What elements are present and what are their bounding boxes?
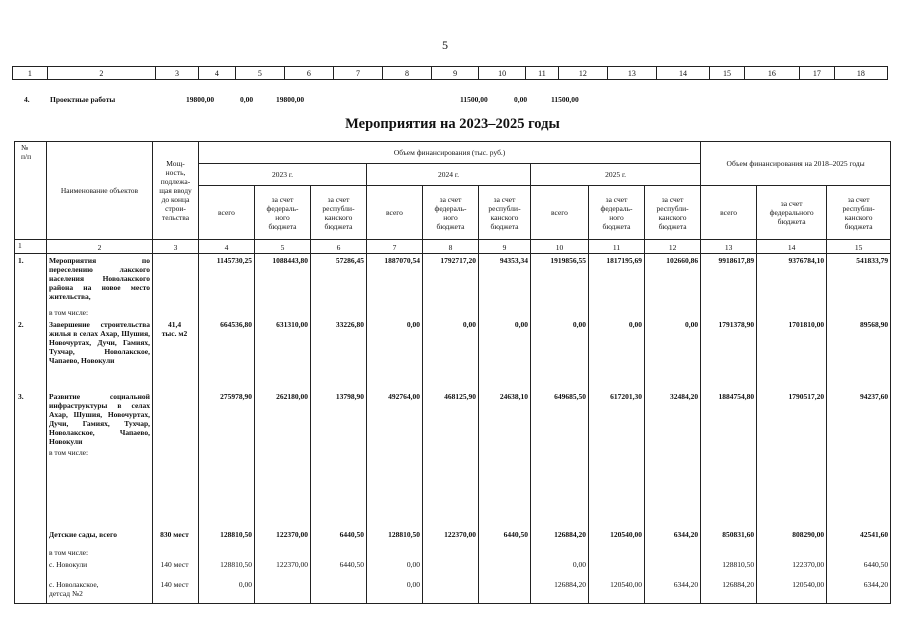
funding-value <box>589 546 645 558</box>
header-total-period: Объем финансирования на 2018–2025 годы <box>701 142 891 186</box>
funding-value <box>757 306 827 318</box>
header-funding: Объем финансирования (тыс. руб.) <box>199 142 701 164</box>
funding-value: 631310,00 <box>255 318 311 390</box>
row-number <box>15 546 47 558</box>
funding-value: 13798,90 <box>311 390 367 446</box>
column-number: 13 <box>701 240 757 254</box>
funding-value: 128810,50 <box>701 558 757 578</box>
funding-value: 1884754,80 <box>701 390 757 446</box>
header-federal-wide: за счет федерального бюджета <box>757 186 827 240</box>
header-name: Наименование объектов <box>47 142 153 240</box>
funding-value <box>423 546 479 558</box>
funding-value: 24638,10 <box>479 390 531 446</box>
funding-value: 32484,20 <box>645 390 701 446</box>
funding-value: 33226,80 <box>311 318 367 390</box>
funding-value: 664536,80 <box>199 318 255 390</box>
funding-value: 6344,20 <box>827 578 891 604</box>
section-title: Мероприятия на 2023–2025 годы <box>345 116 560 132</box>
funding-value <box>255 446 311 528</box>
funding-value: 0,00 <box>531 318 589 390</box>
header-federal: за счет федераль- ного бюджета <box>255 186 311 240</box>
funding-value: 6344,20 <box>645 528 701 546</box>
funding-value: 126884,20 <box>531 528 589 546</box>
funding-value <box>255 546 311 558</box>
funding-value: 1817195,69 <box>589 254 645 306</box>
capacity-value <box>153 390 199 446</box>
funding-value <box>589 306 645 318</box>
funding-value: 6344,20 <box>645 578 701 604</box>
funding-value <box>311 446 367 528</box>
funding-value: 1088443,80 <box>255 254 311 306</box>
funding-value <box>645 446 701 528</box>
strip-cell: 18 <box>834 67 887 80</box>
funding-value <box>757 546 827 558</box>
object-name: в том числе: <box>47 306 153 318</box>
funding-value <box>589 446 645 528</box>
funding-value <box>701 446 757 528</box>
header-year-2025: 2025 г. <box>531 164 701 186</box>
strip-cell: 8 <box>383 67 432 80</box>
table-row <box>15 546 891 558</box>
funding-value: 468125,90 <box>423 390 479 446</box>
funding-value <box>479 558 531 578</box>
column-number: 3 <box>153 240 199 254</box>
column-number: 9 <box>479 240 531 254</box>
funding-value <box>311 546 367 558</box>
funding-value: 6440,50 <box>479 528 531 546</box>
strip-cell: 7 <box>333 67 382 80</box>
funding-value: 122370,00 <box>255 558 311 578</box>
capacity-value <box>153 446 199 528</box>
object-name: в том числе: <box>47 446 153 528</box>
funding-value: 0,00 <box>645 318 701 390</box>
funding-value: 57286,45 <box>311 254 367 306</box>
strip-cell: 11 <box>526 67 559 80</box>
capacity-value <box>153 546 199 558</box>
header-republic: за счет республи- канского бюджета <box>311 186 367 240</box>
column-numbers-row <box>15 240 891 254</box>
header-year-2023: 2023 г. <box>199 164 367 186</box>
funding-value: 120540,00 <box>757 578 827 604</box>
table-row <box>15 390 891 446</box>
strip-cell: 4 <box>199 67 236 80</box>
row-number <box>15 558 47 578</box>
strip-row <box>13 67 888 80</box>
funding-value <box>701 306 757 318</box>
funding-value: 850831,60 <box>701 528 757 546</box>
strip-cell: 17 <box>800 67 835 80</box>
column-number: 5 <box>255 240 311 254</box>
funding-value <box>645 546 701 558</box>
column-number: 1 <box>15 240 47 254</box>
funding-value <box>479 578 531 604</box>
funding-value: 0,00 <box>199 578 255 604</box>
funding-value <box>701 546 757 558</box>
header-federal: за счет федераль- ного бюджета <box>423 186 479 240</box>
table-row <box>15 528 891 546</box>
funding-value <box>255 578 311 604</box>
column-number: 11 <box>589 240 645 254</box>
row-number <box>15 528 47 546</box>
funding-value: 0,00 <box>367 318 423 390</box>
column-number: 6 <box>311 240 367 254</box>
object-name: Развитие социальной инфраструктуры в селах Ахар, Шушия, Новочуртах, Дучи, Гамиях, Тухчар, Новолакское, Чапаево, Новокули <box>47 390 153 446</box>
table-row <box>15 254 891 306</box>
funding-value: 1145730,25 <box>199 254 255 306</box>
strip-cell: 12 <box>558 67 607 80</box>
column-number: 8 <box>423 240 479 254</box>
strip-cell: 16 <box>744 67 799 80</box>
funding-value: 6440,50 <box>311 558 367 578</box>
funding-value <box>311 578 367 604</box>
funding-value: 42541,60 <box>827 528 891 546</box>
funding-value <box>645 558 701 578</box>
funding-value <box>423 578 479 604</box>
funding-value: 94353,34 <box>479 254 531 306</box>
funding-value <box>589 558 645 578</box>
funding-value <box>531 546 589 558</box>
row-number: 3. <box>15 390 47 446</box>
prev-row-num: 4. <box>24 95 30 104</box>
column-number: 14 <box>757 240 827 254</box>
strip-cell: 10 <box>479 67 526 80</box>
header-republic: за счет республи- канского бюджета <box>479 186 531 240</box>
funding-value: 128810,50 <box>199 558 255 578</box>
header-republic: за счет республи- канского бюджета <box>645 186 701 240</box>
capacity-value: 41,4 тыс. м2 <box>153 318 199 390</box>
funding-value <box>757 446 827 528</box>
capacity-value <box>153 306 199 318</box>
object-name: Детские сады, всего <box>47 528 153 546</box>
column-number: 7 <box>367 240 423 254</box>
table-row <box>15 558 891 578</box>
row-number <box>15 306 47 318</box>
column-number: 15 <box>827 240 891 254</box>
funding-value: 0,00 <box>367 558 423 578</box>
funding-value <box>531 446 589 528</box>
funding-value: 1887070,54 <box>367 254 423 306</box>
strip-cell: 2 <box>47 67 155 80</box>
header-num: № п/п <box>15 142 47 240</box>
prev-row-value: 19800,00 <box>186 95 215 104</box>
funding-value: 0,00 <box>423 318 479 390</box>
table-row <box>15 446 891 528</box>
header-year-2024: 2024 г. <box>367 164 531 186</box>
funding-value <box>367 446 423 528</box>
funding-value: 9918617,89 <box>701 254 757 306</box>
funding-value: 126884,20 <box>531 578 589 604</box>
strip-cell: 6 <box>284 67 333 80</box>
capacity-value: 140 мест <box>153 578 199 604</box>
header-all: всего <box>701 186 757 240</box>
funding-value: 128810,50 <box>199 528 255 546</box>
funding-value <box>311 306 367 318</box>
strip-cell: 3 <box>156 67 199 80</box>
funding-value <box>255 306 311 318</box>
object-name: с. Новокули <box>47 558 153 578</box>
strip-cell: 5 <box>235 67 284 80</box>
funding-value: 1792717,20 <box>423 254 479 306</box>
funding-value <box>367 306 423 318</box>
funding-value <box>827 546 891 558</box>
row-number: 2. <box>15 318 47 390</box>
funding-value: 122370,00 <box>255 528 311 546</box>
header-all: всего <box>531 186 589 240</box>
funding-value: 1919856,55 <box>531 254 589 306</box>
funding-value <box>423 558 479 578</box>
funding-value: 492764,00 <box>367 390 423 446</box>
funding-value: 6440,50 <box>827 558 891 578</box>
table-row <box>15 306 891 318</box>
capacity-value: 830 мест <box>153 528 199 546</box>
funding-value: 0,00 <box>589 318 645 390</box>
header-capacity: Мощ- ность, подлежа- щая вводу до конца строи- тельства <box>153 142 199 240</box>
funding-value <box>645 306 701 318</box>
funding-value: 122370,00 <box>757 558 827 578</box>
funding-value: 541833,79 <box>827 254 891 306</box>
funding-value: 89568,90 <box>827 318 891 390</box>
table-row <box>15 318 891 390</box>
column-number: 12 <box>645 240 701 254</box>
funding-value <box>531 306 589 318</box>
header-republic-wide: за счет республи- канского бюджета <box>827 186 891 240</box>
row-number: 1. <box>15 254 47 306</box>
funding-value: 9376784,10 <box>757 254 827 306</box>
column-number: 2 <box>47 240 153 254</box>
capacity-value <box>153 254 199 306</box>
object-name: Мероприятия по переселению лакского населения Новолакского района на новое место жительства, <box>47 254 153 306</box>
prev-row-value: 0,00 <box>240 95 254 104</box>
funding-value: 649685,50 <box>531 390 589 446</box>
funding-value <box>199 446 255 528</box>
funding-value <box>479 546 531 558</box>
object-name: с. Новолакское, детсад №2 <box>47 578 153 604</box>
funding-value: 102660,86 <box>645 254 701 306</box>
funding-value: 126884,20 <box>701 578 757 604</box>
table-row <box>15 578 891 604</box>
funding-value <box>827 306 891 318</box>
funding-value: 122370,00 <box>423 528 479 546</box>
prev-row-value: 0,00 <box>514 95 528 104</box>
funding-value: 120540,00 <box>589 578 645 604</box>
funding-value: 262180,00 <box>255 390 311 446</box>
funding-value: 0,00 <box>367 578 423 604</box>
page-number: 5 <box>442 38 448 52</box>
funding-value <box>199 546 255 558</box>
funding-value: 6440,50 <box>311 528 367 546</box>
column-number: 10 <box>531 240 589 254</box>
funding-value: 1791378,90 <box>701 318 757 390</box>
funding-value: 128810,50 <box>367 528 423 546</box>
prev-row-value: 11500,00 <box>460 95 488 104</box>
funding-value <box>367 546 423 558</box>
funding-value <box>199 306 255 318</box>
funding-value <box>479 306 531 318</box>
strip-cell: 15 <box>710 67 745 80</box>
strip-cell: 9 <box>432 67 479 80</box>
strip-cell: 14 <box>656 67 709 80</box>
strip-cell: 13 <box>607 67 656 80</box>
funding-value: 120540,00 <box>589 528 645 546</box>
funding-value: 94237,60 <box>827 390 891 446</box>
header-federal: за счет федераль- ного бюджета <box>589 186 645 240</box>
row-number <box>15 446 47 528</box>
column-number-strip <box>12 66 888 80</box>
funding-value <box>423 306 479 318</box>
funding-value: 0,00 <box>531 558 589 578</box>
strip-cell: 1 <box>13 67 48 80</box>
header-all: всего <box>367 186 423 240</box>
funding-value: 1790517,20 <box>757 390 827 446</box>
prev-row-value: 11500,00 <box>551 95 579 104</box>
funding-value <box>479 446 531 528</box>
prev-row-value: 19800,00 <box>276 95 305 104</box>
funding-value: 617201,30 <box>589 390 645 446</box>
header-all: всего <box>199 186 255 240</box>
funding-value <box>827 446 891 528</box>
funding-value: 1701810,00 <box>757 318 827 390</box>
funding-value: 275978,90 <box>199 390 255 446</box>
row-number <box>15 578 47 604</box>
funding-value: 0,00 <box>479 318 531 390</box>
object-name: в том числе: <box>47 546 153 558</box>
prev-row-name: Проектные работы <box>50 95 116 104</box>
funding-table <box>14 141 891 604</box>
column-number: 4 <box>199 240 255 254</box>
funding-value <box>423 446 479 528</box>
funding-value: 808290,00 <box>757 528 827 546</box>
capacity-value: 140 мест <box>153 558 199 578</box>
object-name: Завершение строительства жилья в селах Ахар, Шушия, Новочуртах, Дучи, Гамиях, Тухчар, Новолакское, Чапаево, Новокули <box>47 318 153 390</box>
